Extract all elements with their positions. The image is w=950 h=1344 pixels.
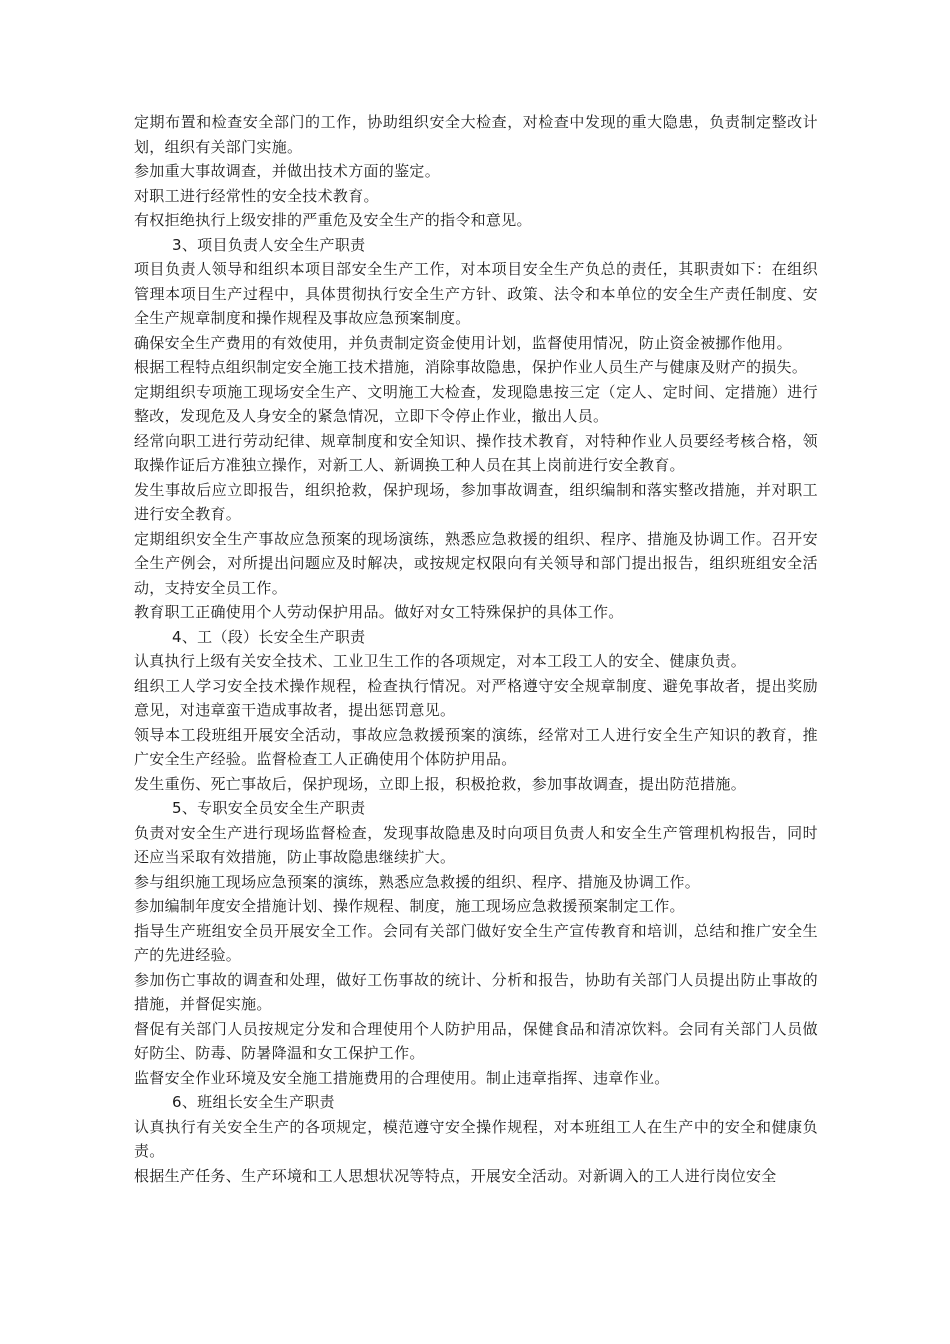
paragraph: 参加编制年度安全措施计划、操作规程、制度，施工现场应急救援预案制定工作。: [134, 897, 685, 915]
paragraph: 有权拒绝执行上级安排的严重危及安全生产的指令和意见。: [134, 211, 532, 229]
paragraph: 发生重伤、死亡事故后，保护现场，立即上报，积极抢救，参加事故调查，提出防范措施。: [134, 774, 747, 793]
paragraph: 指导生产班组安全员开展安全工作。会同有关部门做好安全生产宣传教育和培训，总结和推广安全生产的先进经验。: [134, 921, 818, 964]
paragraph: 项目负责人领导和组织本项目部安全生产工作，对本项目安全生产负总的责任，其职责如下：在组织管理本项目生产过程中，具体贯彻执行安全生产方针、政策、法令和本单位的安全生产责任制度、安全生产规章制度和操作规程及事故应急预案制度。: [134, 260, 818, 327]
paragraph: 参与组织施工现场应急预案的演练，熟悉应急救援的组织、程序、措施及协调工作。: [134, 872, 701, 891]
paragraph: 根据工程特点组织制定安全施工技术措施，消除事故隐患，保护作业人员生产与健康及财产的损失。: [134, 358, 808, 376]
paragraph: 定期组织专项施工现场安全生产、文明施工大检查，发现隐患按三定（定人、定时间、定措施）进行整改，发现危及人身安全的紧急情况，立即下令停止作业，撤出人员。: [134, 382, 818, 425]
paragraph: 发生事故后应立即报告，组织抢救，保护现场，参加事故调查，组织编制和落实整改措施，并对职工进行安全教育。: [134, 480, 818, 523]
document-page: [134, 110, 818, 1188]
paragraph: 认真执行上级有关安全技术、工业卫生工作的各项规定，对本工段工人的安全、健康负责。: [134, 652, 747, 670]
paragraph: 确保安全生产费用的有效使用，并负责制定资金使用计划，监督使用情况，防止资金被挪作他用。: [134, 333, 792, 352]
section-heading: 3、项目负责人安全生产职责: [172, 235, 366, 254]
paragraph: 对职工进行经常性的安全技术教育。: [134, 186, 379, 205]
paragraph: 组织工人学习安全技术操作规程，检查执行情况。对严格遵守安全规章制度、避免事故者，提出奖励意见，对违章蛮干造成事故者，提出惩罚意见。: [134, 676, 818, 719]
paragraph: 认真执行有关安全生产的各项规定，模范遵守安全操作规程，对本班组工人在生产中的安全和健康负责。: [134, 1117, 818, 1160]
paragraph: 督促有关部门人员按规定分发和合理使用个人防护用品，保健食品和清凉饮料。会同有关部门人员做好防尘、防毒、防暑降温和女工保护工作。: [134, 1019, 818, 1062]
section-heading: 6、班组长安全生产职责: [172, 1093, 335, 1111]
paragraph: 定期组织安全生产事故应急预案的现场演练，熟悉应急救援的组织、程序、措施及协调工作。召开安全生产例会，对所提出问题应及时解决，或按规定权限向有关领导和部门提出报告，组织班组安全活动，支持安全员工作。: [134, 529, 818, 597]
paragraph: 经常向职工进行劳动纪律、规章制度和安全知识、操作技术教育，对特种作业人员要经考核合格，领取操作证后方准独立操作，对新工人、新调换工种人员在其上岗前进行安全教育。: [134, 431, 818, 474]
paragraph: 负责对安全生产进行现场监督检查，发现事故隐患及时向项目负责人和安全生产管理机构报告，同时还应当采取有效措施，防止事故隐患继续扩大。: [134, 823, 818, 866]
paragraph: 定期布置和检查安全部门的工作，协助组织安全大检查，对检查中发现的重大隐患，负责制定整改计划，组织有关部门实施。: [134, 113, 818, 156]
paragraph: 教育职工正确使用个人劳动保护用品。做好对女工特殊保护的具体工作。: [134, 603, 624, 621]
paragraph: 根据生产任务、生产环境和工人思想状况等特点，开展安全活动。对新调入的工人进行岗位安全: [134, 1166, 777, 1185]
section-heading: 5、专职安全员安全生产职责: [172, 799, 366, 817]
section-heading: 4、工（段）长安全生产职责: [172, 627, 366, 646]
paragraph: 监督安全作业环境及安全施工措施费用的合理使用。制止违章指挥、违章作业。: [134, 1068, 670, 1087]
paragraph: 参加伤亡事故的调查和处理，做好工伤事故的统计、分析和报告，协助有关部门人员提出防止事故的措施，并督促实施。: [134, 970, 818, 1013]
paragraph: 领导本工段班组开展安全活动，事故应急救援预案的演练，经常对工人进行安全生产知识的教育，推广安全生产经验。监督检查工人正确使用个体防护用品。: [134, 725, 818, 768]
paragraph: 参加重大事故调查，并做出技术方面的鉴定。: [134, 162, 441, 180]
